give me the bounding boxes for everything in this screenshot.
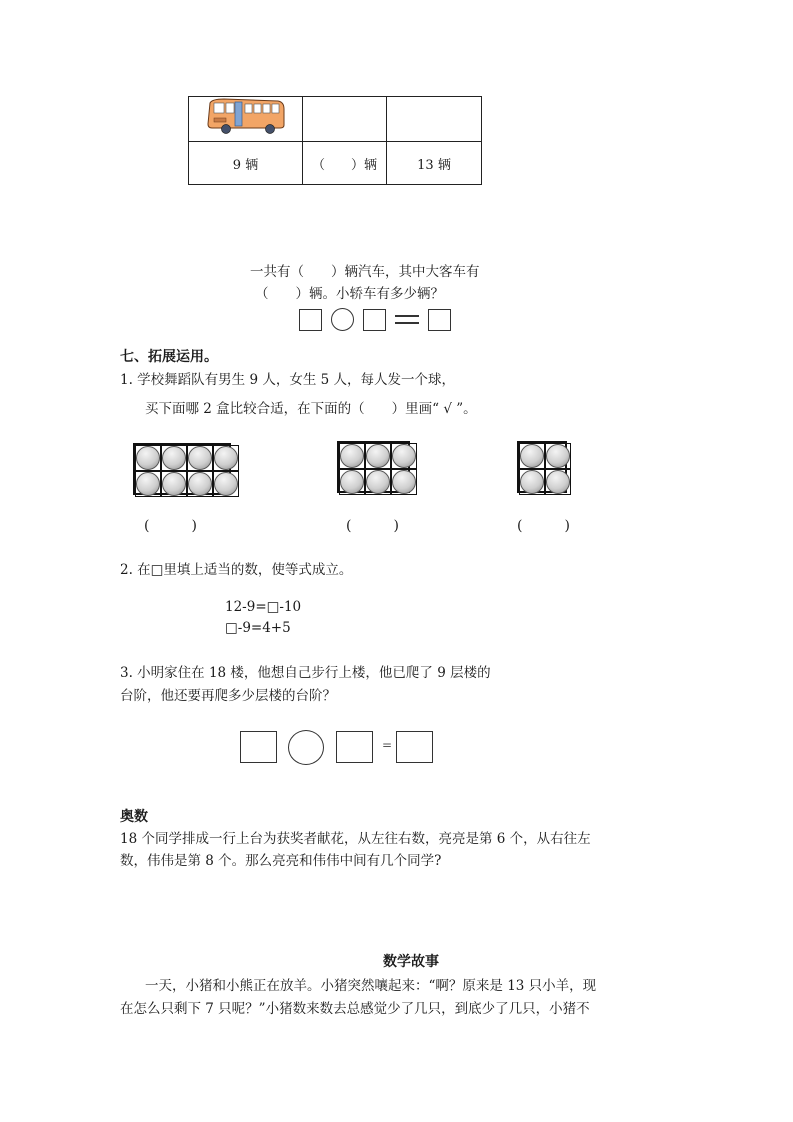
bus-icon <box>204 97 288 137</box>
vehicle-count-table <box>188 96 482 185</box>
count-cell-1: 9 辆 <box>189 142 303 185</box>
ball-icon <box>162 472 186 496</box>
operator-circle[interactable] <box>288 730 324 765</box>
answer-box[interactable] <box>396 731 433 763</box>
ball-icon <box>520 444 544 468</box>
ball-icon <box>136 446 160 470</box>
problem-line-2: （ ）辆。小轿车有多少辆？ <box>255 286 444 302</box>
q3-line-1: 3. 小明家住在 18 楼，他想自己步行上楼，他已爬了 9 层楼的 <box>120 665 491 681</box>
count-cell-3: 13 辆 <box>387 142 482 185</box>
story-line-1: 一天，小猪和小熊正在放羊。小猪突然嚷起来：“啊？原来是 13 只小羊，现 <box>145 978 597 994</box>
ball-box-6 <box>337 441 410 493</box>
ball-icon <box>214 472 238 496</box>
answer-paren-1[interactable]: ( ) <box>144 518 197 534</box>
equals-sign <box>395 315 419 324</box>
ball-icon <box>546 444 570 468</box>
equals-sign: = <box>382 738 393 752</box>
operator-circle[interactable] <box>331 308 354 331</box>
ball-icon <box>392 470 416 494</box>
equation-row-2 <box>240 730 440 766</box>
ball-box-4 <box>517 441 567 493</box>
bus-cell <box>189 97 303 142</box>
story-line-2: 在怎么只剩下 7 只呢？”小猪数来数去总感觉少了几只，到底少了几只，小猪不 <box>120 1001 590 1017</box>
section-heading: 七、拓展运用。 <box>120 349 218 365</box>
ball-icon <box>340 444 364 468</box>
olympiad-line-1: 18 个同学排成一行上台为获奖者献花，从左往右数，亮亮是第 6 个，从右往左 <box>120 831 591 847</box>
ball-icon <box>340 470 364 494</box>
count-cell-2[interactable]: （ ）辆 <box>303 142 387 185</box>
q1-line-2: 买下面哪 2 盒比较合适，在下面的（ ）里画“ √ ”。 <box>145 401 477 417</box>
ball-icon <box>546 470 570 494</box>
q3-line-2: 台阶，他还要再爬多少层楼的台阶？ <box>120 688 336 704</box>
answer-box[interactable] <box>299 309 322 331</box>
q2-equation-1[interactable]: 12-9=□-10 <box>225 599 302 615</box>
q2-line-1: 2. 在□里填上适当的数，使等式成立。 <box>120 562 353 578</box>
answer-box[interactable] <box>336 731 373 763</box>
ball-box-8 <box>133 443 231 495</box>
problem-line-1: 一共有（ ）辆汽车，其中大客车有 <box>250 264 480 280</box>
ball-icon <box>136 472 160 496</box>
ball-icon <box>520 470 544 494</box>
ball-icon <box>366 444 390 468</box>
answer-box[interactable] <box>240 731 277 763</box>
answer-paren-2[interactable]: ( ) <box>346 518 399 534</box>
answer-box[interactable] <box>428 309 451 331</box>
ball-icon <box>214 446 238 470</box>
answer-paren-3[interactable]: ( ) <box>517 518 570 534</box>
ball-icon <box>162 446 186 470</box>
ball-icon <box>392 444 416 468</box>
ball-icon <box>188 446 212 470</box>
q2-equation-2[interactable]: □-9=4+5 <box>225 620 291 636</box>
answer-box[interactable] <box>363 309 386 331</box>
blank-cell <box>387 97 482 142</box>
olympiad-heading: 奥数 <box>120 809 148 825</box>
q1-line-1: 1. 学校舞蹈队有男生 9 人，女生 5 人，每人发一个球， <box>120 372 456 388</box>
olympiad-line-2: 数，伟伟是第 8 个。那么亮亮和伟伟中间有几个同学? <box>120 853 442 869</box>
story-title: 数学故事 <box>383 954 439 970</box>
ball-icon <box>366 470 390 494</box>
equation-row-1 <box>299 308 451 331</box>
ball-icon <box>188 472 212 496</box>
blank-cell <box>303 97 387 142</box>
